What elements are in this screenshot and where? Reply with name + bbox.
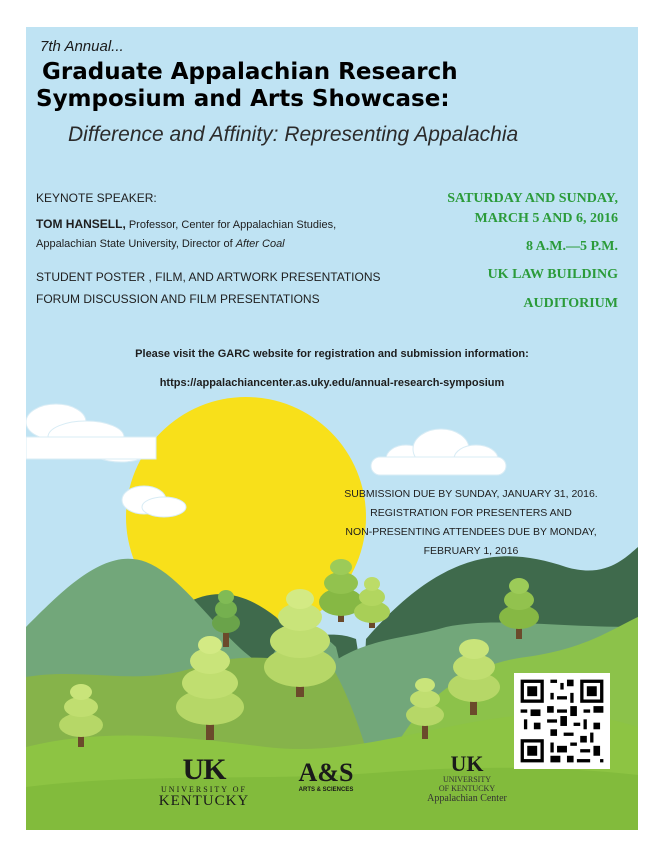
- deadline-line: FEBRUARY 1, 2016: [423, 545, 519, 557]
- page-title: [36, 59, 636, 113]
- program-info: [36, 191, 396, 310]
- event-time: 8 A.M.—5 P.M.: [525, 239, 618, 254]
- university-of-kentucky-logo: UK UNIVERSITY OF KENTUCKY: [158, 753, 250, 809]
- presentations: [36, 266, 396, 310]
- keynote-label: KEYNOTE SPEAKER:: [36, 191, 157, 205]
- keynote-speaker: [36, 215, 396, 254]
- deadline-notice: [321, 485, 621, 561]
- cloud-icon: [371, 429, 506, 475]
- speaker-name: TOM HANSELL,: [36, 217, 126, 231]
- speaker-film: After Coal: [235, 238, 285, 250]
- deadline-line: REGISTRATION FOR PRESENTERS AND: [370, 507, 572, 519]
- speaker-affiliation: Appalachian State University, Director of: [36, 238, 236, 250]
- presentation-item: STUDENT POSTER , FILM, AND ARTWORK PRESENTATIONS: [36, 270, 381, 284]
- title-line-2: Symposium and Arts Showcase:: [36, 86, 450, 112]
- event-venue: UK LAW BUILDING AUDITORIUM: [487, 267, 618, 311]
- speaker-title: Professor, Center for Appalachian Studies,: [125, 219, 337, 231]
- title-line-1: Graduate Appalachian Research: [42, 59, 458, 85]
- deadline-line: SUBMISSION DUE BY SUNDAY, JANUARY 31, 2016.: [344, 488, 598, 500]
- website-link[interactable]: https://appalachiancenter.as.uky.edu/annual-research-symposium: [159, 377, 505, 389]
- poster: [26, 27, 638, 830]
- appalachian-center-logo: UK UNIVERSITY OF KENTUCKY Appalachian Center: [427, 751, 507, 804]
- event-date: SATURDAY AND SUNDAY, MARCH 5 AND 6, 2016: [447, 191, 618, 226]
- arts-and-sciences-logo: A&S ARTS & SCIENCES: [298, 758, 354, 793]
- edition-label: 7th Annual...: [40, 38, 124, 55]
- cloud-icon: [26, 404, 156, 462]
- subtitle: Difference and Affinity: Representing Appalachia: [68, 123, 519, 146]
- presentation-item: FORUM DISCUSSION AND FILM PRESENTATIONS: [36, 292, 320, 306]
- deadline-line: NON-PRESENTING ATTENDEES DUE BY MONDAY,: [345, 526, 597, 538]
- website-note: Please visit the GARC website for registration and submission information:: [135, 348, 529, 360]
- qr-code-icon[interactable]: [514, 673, 610, 769]
- event-details: [398, 189, 618, 322]
